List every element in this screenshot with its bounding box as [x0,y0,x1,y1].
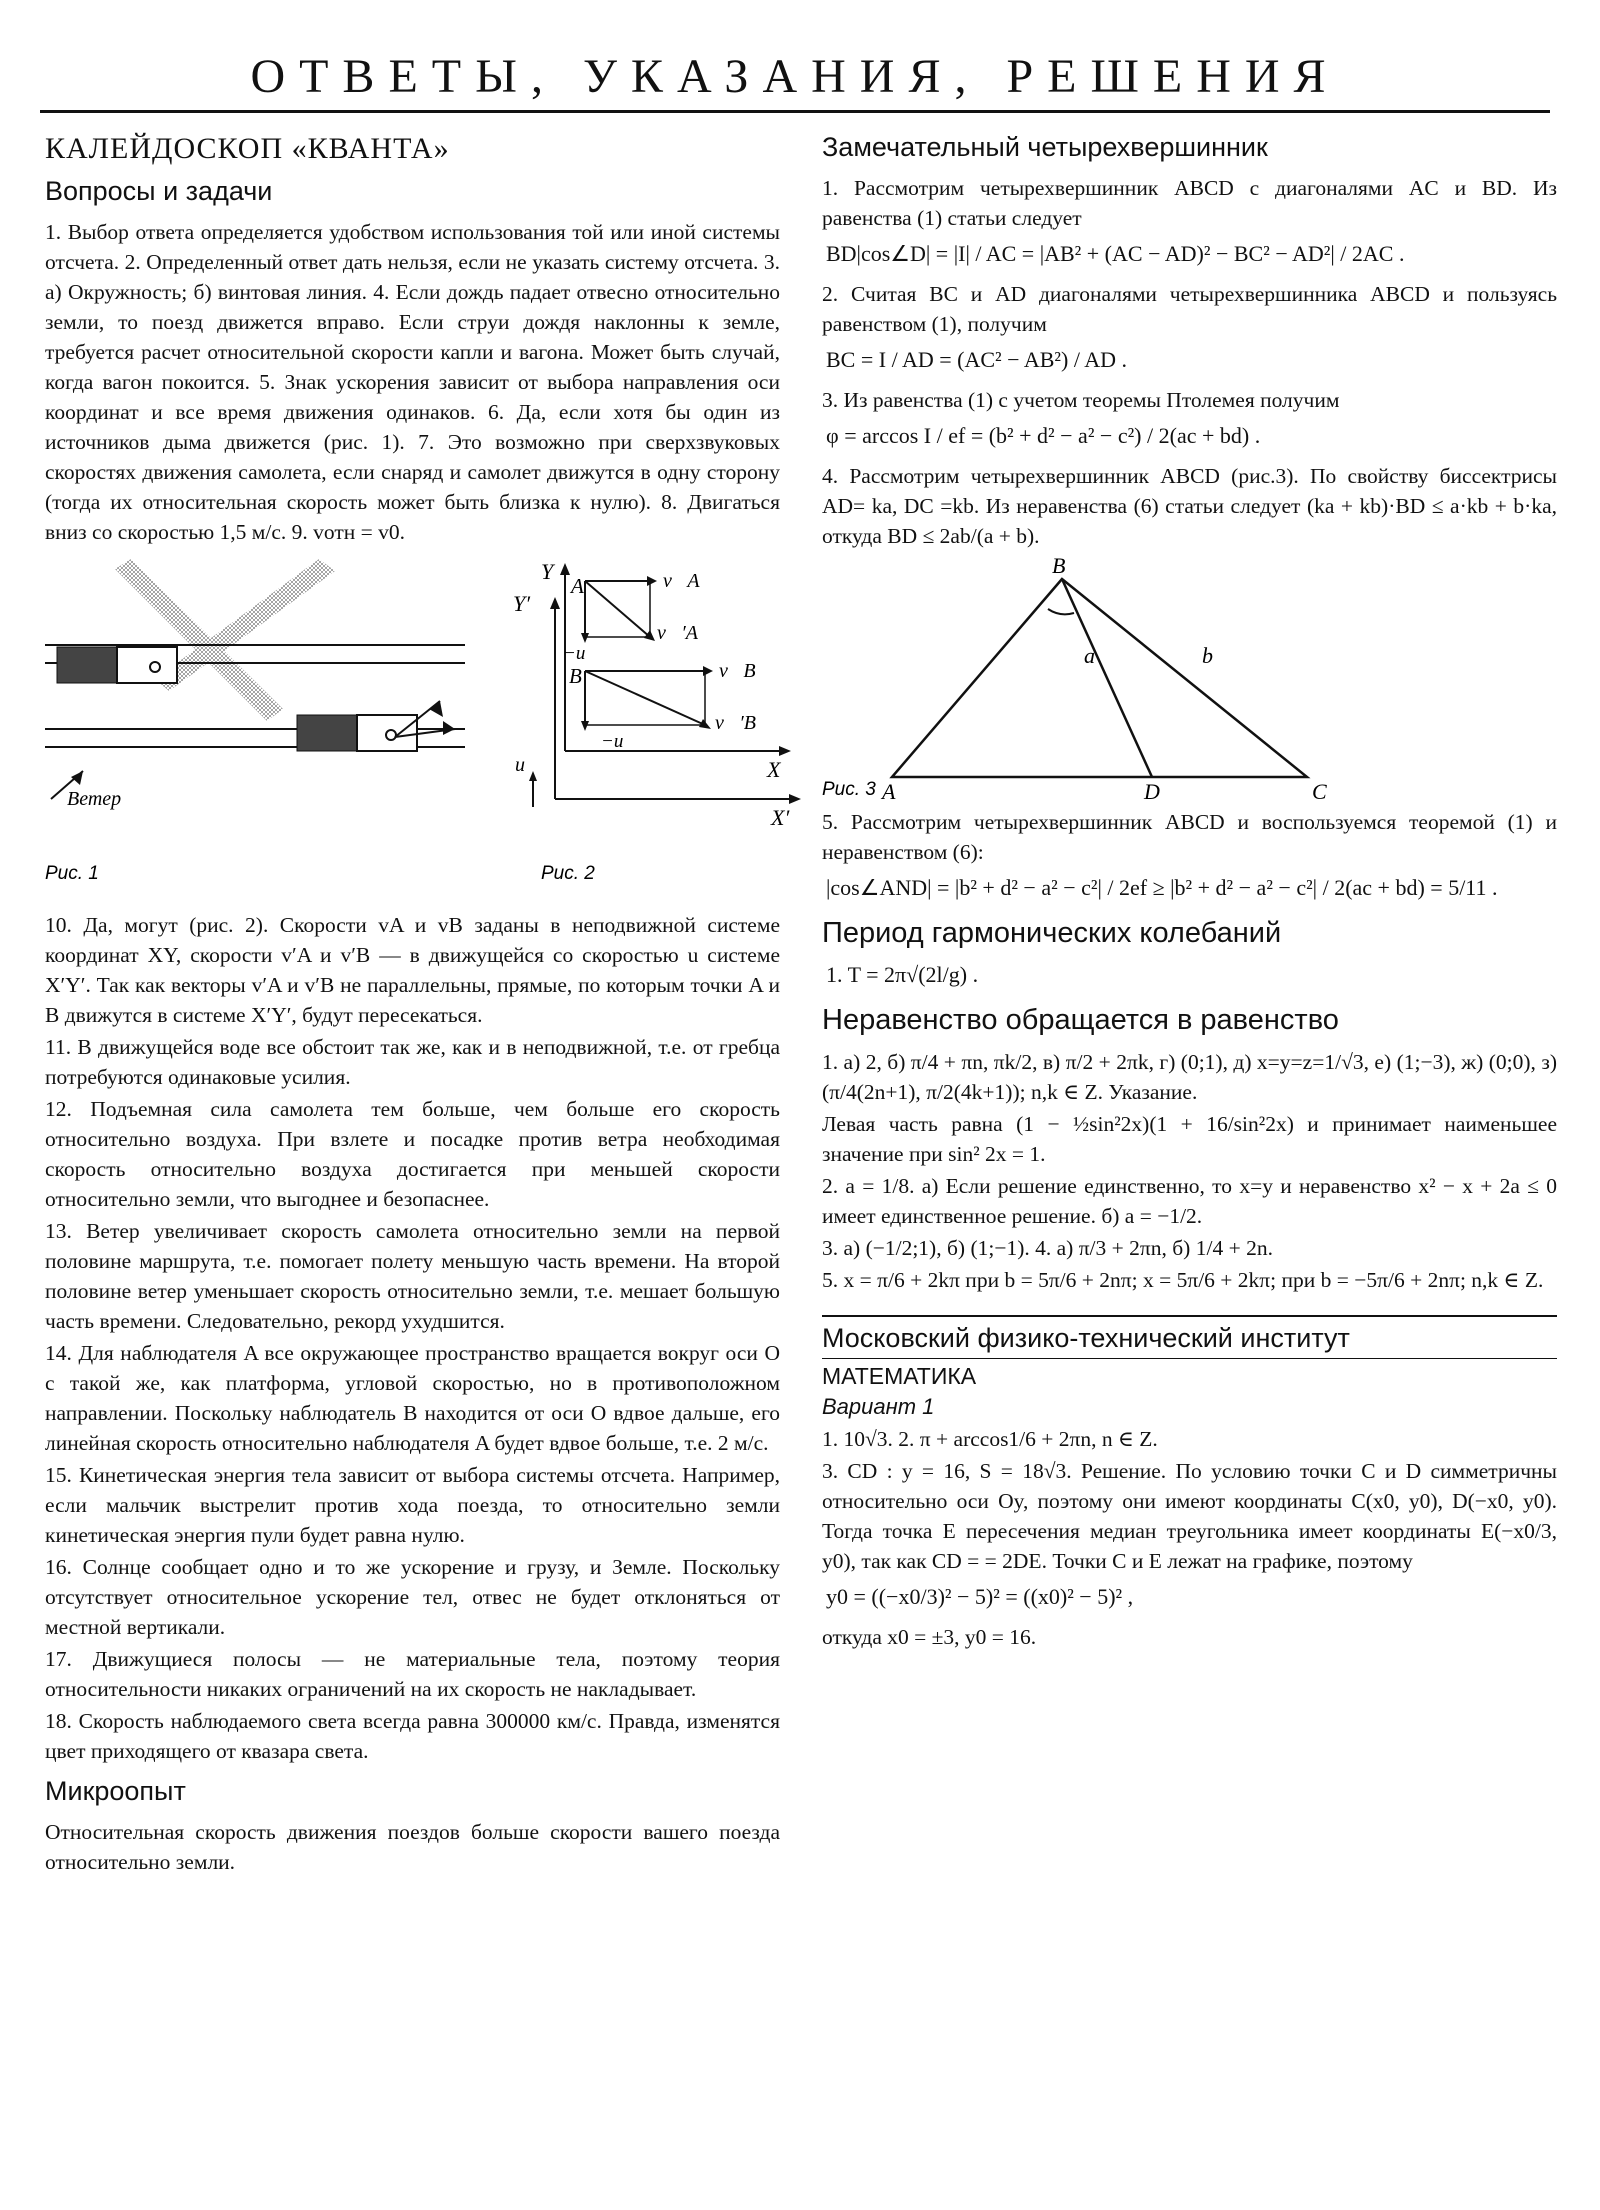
inequality-1-hint: Левая часть равна (1 − ½sin²2x)(1 + 16/sin²2x) и принимает наименьшее значение при sin² 2x = 1. [822,1112,1557,1166]
quad-3-formula: φ = arccos I / ef = (b² + d² − a² − c²) / 2(ac + bd) . [826,423,1261,448]
answer-11: 11. В движущейся воде все обстоит так же, как и в неподвижной, т.е. от гребца потребуются одинаковые усилия. [45,1035,780,1089]
answer-13: 13. Ветер увеличивает скорость самолета относительно земли на первой половине маршрута, т.е. помогает полету меньшую часть времени. На второй половине ветер уменьшает скорость относительно земли, т.е. мешает большую часть времени. Следовательно, рекорд ухудшится. [45,1219,780,1333]
left-column [45,132,790,1879]
answer-16: 16. Солнце сообщает одно и то же ускорение и грузу, и Земле. Поскольку отсутствует относительное ускорение тел, отвес не будет отклоняться от местной вертикали. [45,1555,780,1639]
period-formula: 1. T = 2π√(2l/g) . [826,962,979,987]
side-a-label: a [1084,643,1095,668]
inequality-3-4: 3. а) (−1/2;1), б) (1;−1). 4. а) π/3 + 2πn, б) 1/4 + 2n. [822,1236,1273,1260]
inequality-title: Неравенство обращается в равенство [822,1004,1339,1036]
mipt-answer-3: 3. CD : y = 16, S = 18√3. Решение. По условию точки C и D симметричны относительно оси Oy, поэтому они имеют координаты C(x0, y0), D(−x0, y0). Тогда точка E пересечения медиан треугольника имеет координаты E(−x0/3, y0), так как CD = = 2DE. Точки C и E лежат на графике, поэтому [822,1459,1557,1573]
page-title: ОТВЕТЫ, УКАЗАНИЯ, РЕШЕНИЯ [40,44,1550,113]
quad-5: 5. Рассмотрим четырехвершинник ABCD и воспользуемся теоремой (1) и неравенством (6): [822,810,1557,864]
axis-y-label: Y [541,559,554,584]
mipt-answer-3-formula: y0 = ((−x0/3)² − 5)² = ((x0)² − 5)² , [826,1584,1134,1609]
vertex-c-label: C [1312,779,1327,804]
figure-3-caption: Рис. 3 [822,779,876,800]
va-label: v⃗A [663,570,700,592]
inequality-5: 5. x = π/6 + 2kπ при b = 5π/6 + 2nπ; x = 5π/6 + 2kπ; при b = −5π/6 + 2nπ; n,k ∈ Z. [822,1268,1544,1292]
inequality-1: 1. а) 2, б) π/4 + πn, πk/2, в) π/2 + 2πk, г) (0;1), д) x=y=z=1/√3, е) (1;−3), ж) (0;0), з) (π/4(2n+1), π/2(4k+1)); n,k ∈ Z. Указание. [822,1050,1557,1104]
quad-5-formula: |cos∠AND| = |b² + d² − a² − c²| / 2ef ≥ |b² + d² − a² − c²| / 2(ac + bd) = 5/11 . [826,875,1498,900]
vb-label: v⃗B [719,660,756,682]
quad-2-formula: BC = I / AD = (AC² − AB²) / AD . [826,347,1127,372]
answer-14: 14. Для наблюдателя A все окружающее пространство вращается вокруг оси O с такой же, как платформа, угловой скоростью, но в противоположном направлении. Поскольку наблюдатель B находится от оси O вдвое дальше, его линейная скорость относительно наблюдателя A будет вдвое больше, т.е. 2 м/с. [45,1341,780,1455]
figure-1 [45,559,465,904]
math-subtitle: МАТЕМАТИКА [822,1358,1557,1390]
smoke-source-1 [57,647,177,683]
microexperiment-title: Микроопыт [45,1776,186,1806]
answer-12: 12. Подъемная сила самолета тем больше, чем больше его скорость относительно воздуха. При взлете и посадке против ветра необходимая скорость относительно воздуха достигается при меньшей скорости относительно земли, что выгоднее и безопаснее. [45,1097,780,1211]
smoke-trail-1 [115,559,283,721]
mipt-answer-3-end: откуда x0 = ±3, y0 = 16. [822,1625,1037,1649]
vertex-a-label: A [882,779,896,804]
answer-15: 15. Кинетическая энергия тела зависит от выбора системы отсчета. Например, если мальчик выстрелит против хода поезда, то относительно земли кинетическая энергия пули будет равна нулю. [45,1463,780,1547]
vap-label: v⃗′A [657,622,699,644]
quad-3: 3. Из равенства (1) с учетом теоремы Птолемея получим [822,388,1340,412]
minus-u-label-b: −u⃗ [601,731,639,752]
axis-xp-label: X′ [771,805,790,830]
axis-x-label: X [767,757,781,782]
inequality-2: 2. a = 1/8. а) Если решение единственно, то x=y и неравенство x² − x + 2a ≤ 0 имеет единственное решение. б) a = −1/2. [822,1174,1557,1228]
wind-label: Ветер [67,788,122,810]
vertex-b-label: B [1052,555,1066,578]
quad-title: Замечательный четырехвершинник [822,132,1268,162]
figure-2-caption: Рис. 2 [541,863,595,884]
figure-2 [485,559,815,904]
side-b-label: b [1202,643,1213,668]
right-column [822,132,1557,1654]
axis-yp-label: Y′ [513,591,531,616]
quad-4: 4. Рассмотрим четырехвершинник ABCD (рис.3). По свойству биссектрисы AD= ka, DC =kb. Из неравенства (6) статьи следует (ka + kb)·BD ≤ a·kb + b·ka, откуда BD ≤ 2ab/(a + b). [822,464,1557,548]
figure-3 [822,555,1382,805]
mipt-title: Московский физико-технический институт [822,1323,1350,1353]
period-title: Период гармонических колебаний [822,917,1282,949]
mipt-answer-1-2: 1. 10√3. 2. π + arccos1/6 + 2πn, n ∈ Z. [822,1427,1158,1451]
variant-title: Вариант 1 [822,1394,935,1419]
point-a-label: A [571,574,584,598]
questions-title: Вопросы и задачи [45,176,273,206]
answers-1-9: 1. Выбор ответа определяется удобством использования той или иной системы отсчета. 2. Определенный ответ дать нельзя, если не указать систему отсчета. 3. а) Окружность; б) винтовая линия. 4. Если дождь падает отвесно относительно земли, то поезд движется вправо. Если струи дождя наклонны к земле, требуется расчет относительной скорости капли и вагона. Может быть случай, когда вагон покоится. 5. Знак ускорения зависит от выбора направления оси координат и все время движения одинаков. 6. Да, если хотя бы один из источников дыма движется (рис. 1). 7. Это возможно при сверхзвуковых скоростях движения самолета, если снаряд и самолет движутся в одну сторону (тогда их относительная скорость может быть близка к нулю). 8. Двигаться вниз со скоростью 1,5 м/с. 9. vотн = v0. [45,220,780,544]
answer-17: 17. Движущиеся полосы — не материальные тела, поэтому теория относительности никаких ограничений на их скорость не накладывает. [45,1647,780,1701]
quad-2: 2. Считая BC и AD диагоналями четырехвершинника ABCD и пользуясь равенством (1), получим [822,282,1557,336]
vbp-label: v⃗′B [715,712,757,734]
answer-10: 10. Да, могут (рис. 2). Скорости vA и vB заданы в неподвижной системе координат XY, скорости v′A и v′B — в движущейся со скоростью u системе X′Y′. Так как векторы v′A и v′B не параллельны, прямые, по которым точки A и B движутся в системе X′Y′, будут пересекаться. [45,913,780,1027]
quad-1: 1. Рассмотрим четырехвершинник ABCD с диагоналями AC и BD. Из равенства (1) статьи следует [822,176,1557,230]
figures-1-2 [45,559,790,904]
figure-1-caption: Рис. 1 [45,863,99,884]
minus-u-label-a: −u⃗ [563,643,601,664]
section-title-kaleidoscope: КАЛЕЙДОСКОП «КВАНТА» [45,132,450,165]
microexperiment-text: Относительная скорость движения поездов больше скорости вашего поезда относительно земли. [45,1820,780,1874]
point-b-label: B [569,664,582,688]
u-label: u⃗ [515,754,541,776]
quad-1-formula: BD|cos∠D| = |I| / AC = |AB² + (AC − AD)² − BC² − AD²| / 2AC . [826,241,1405,266]
answer-18: 18. Скорость наблюдаемого света всегда равна 300000 км/с. Правда, изменятся цвет приходящего от квазара света. [45,1709,780,1763]
vertex-d-label: D [1144,779,1160,804]
